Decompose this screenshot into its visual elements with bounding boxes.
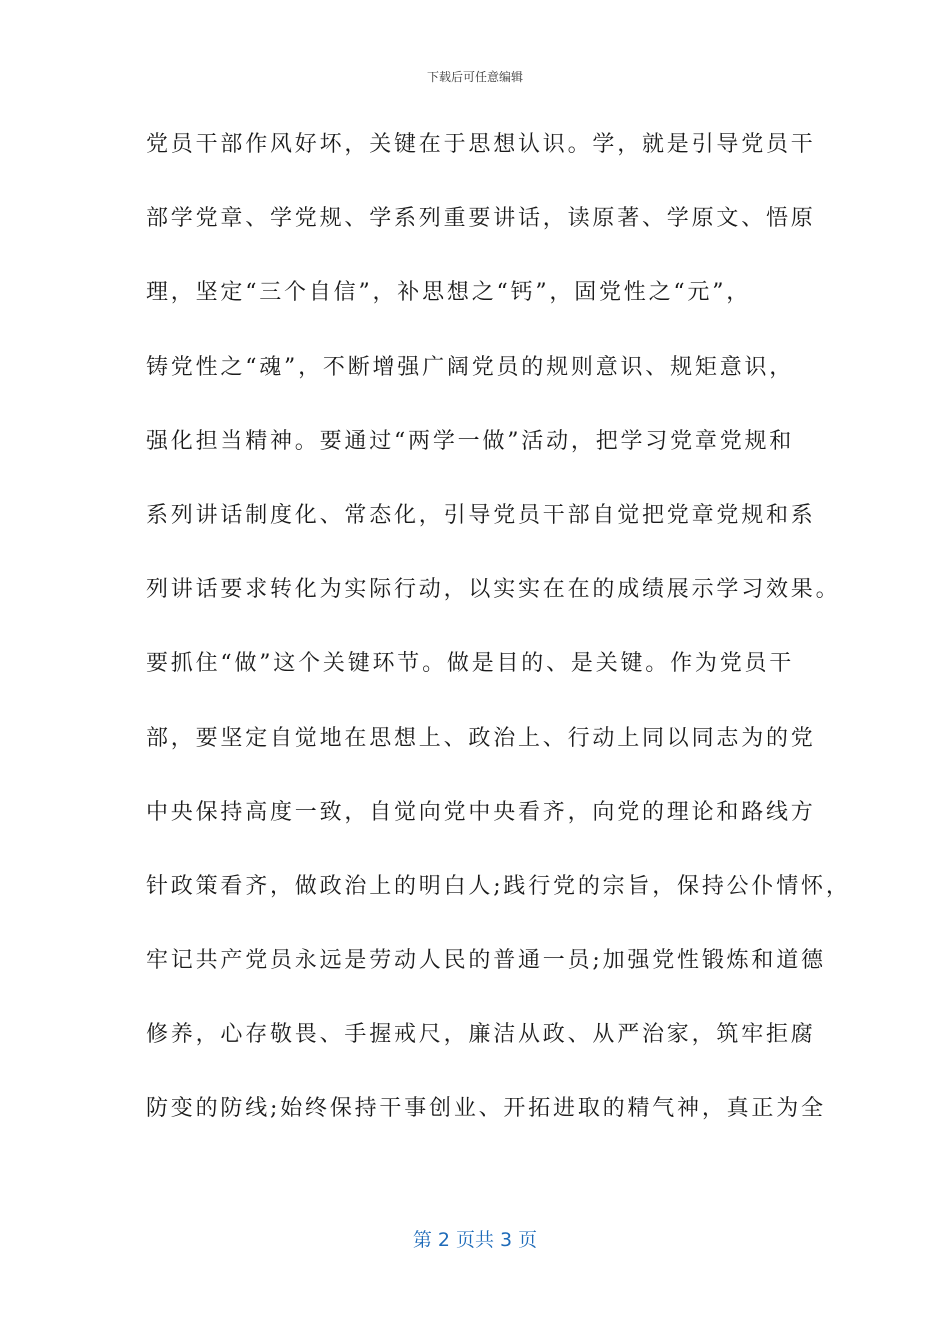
body-line-11: 针政策看齐，做政治上的明白人;践行党的宗旨，保持公仆情怀， xyxy=(146,873,851,899)
body-line-1: 党员干部作风好坏，关键在于思想认识。学，就是引导党员干 xyxy=(146,132,816,157)
body-line-5: 强化担当精神。要通过“两学一做”活动，把学习党章党规和 xyxy=(146,428,795,454)
header-note: 下载后可任意编辑 xyxy=(426,70,523,84)
body-line-14: 防变的防线;始终保持干事创业、开拓进取的精气神，真正为全 xyxy=(146,1096,826,1122)
total-page-count: 3 xyxy=(500,1229,513,1251)
body-line-9: 部，要坚定自觉地在思想上、政治上、行动上同以同志为的党 xyxy=(146,725,816,751)
document-body xyxy=(146,122,851,1161)
body-line-12: 牢记共产党员永远是劳动人民的普通一员;加强党性锻炼和道德 xyxy=(146,948,826,974)
body-line-10: 中央保持高度一致，自觉向党中央看齐，向党的理论和路线方 xyxy=(146,799,816,825)
footer-suffix: 页 xyxy=(512,1229,538,1251)
body-line-7: 列讲话要求转化为实际行动，以实实在在的成绩展示学习效果。 xyxy=(146,577,841,603)
body-line-6: 系列讲话制度化、常态化，引导党员干部自觉把党章党规和系 xyxy=(146,502,816,528)
footer-middle: 页共 xyxy=(449,1229,501,1251)
page-footer xyxy=(0,1225,950,1252)
body-line-4: 铸党性之“魂”，不断增强广阔党员的规则意识、规矩意识， xyxy=(146,354,795,380)
body-line-2: 部学党章、学党规、学系列重要讲话，读原著、学原文、悟原 xyxy=(146,206,816,232)
footer-prefix: 第 xyxy=(412,1229,438,1251)
body-line-13: 修养，心存敬畏、手握戒尺，廉洁从政、从严治家，筑牢拒腐 xyxy=(146,1022,816,1048)
body-line-8: 要抓住“做”这个关键环节。做是目的、是关键。作为党员干 xyxy=(146,651,795,677)
current-page-number: 2 xyxy=(437,1229,450,1251)
body-line-3: 理，坚定“三个自信”，补思想之“钙”，固党性之“元”， xyxy=(146,280,752,306)
